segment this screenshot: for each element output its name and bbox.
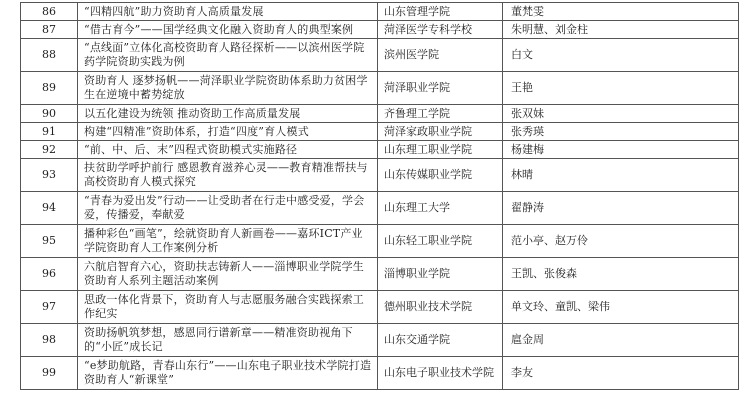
- row-number: 92: [21, 141, 78, 159]
- table-row: [21, 324, 739, 357]
- school-name: 菏泽职业学院: [378, 72, 503, 105]
- authors: 白文: [503, 39, 739, 72]
- row-number: 87: [21, 21, 78, 39]
- authors: 翟静涛: [503, 192, 739, 225]
- authors: 王凯、张俊森: [503, 258, 739, 291]
- row-number: 94: [21, 192, 78, 225]
- case-title: 六航启智育六心，资助扶志铸新人——淄博职业学院学生资助育人系列主题活动案例: [78, 258, 378, 291]
- authors: 张双妹: [503, 105, 739, 123]
- authors: 单文玲、童凯、梁伟: [503, 291, 739, 324]
- case-title: 资助育人 逐梦扬帆——菏泽职业学院资助体系助力贫困学生在逆境中蓄势绽放: [78, 72, 378, 105]
- authors: 董梵雯: [503, 3, 739, 21]
- authors: 扈金周: [503, 324, 739, 357]
- table-row: [21, 159, 739, 192]
- row-number: 88: [21, 39, 78, 72]
- row-number: 93: [21, 159, 78, 192]
- school-name: 山东管理学院: [378, 3, 503, 21]
- row-number: 86: [21, 3, 78, 21]
- school-name: 山东传媒职业学院: [378, 159, 503, 192]
- school-name: 菏泽家政职业学院: [378, 123, 503, 141]
- table-row: [21, 21, 739, 39]
- row-number: 90: [21, 105, 78, 123]
- case-title: 以五化建设为统领 推动资助工作高质量发展: [78, 105, 378, 123]
- table-row: [21, 72, 739, 105]
- authors: 杨建梅: [503, 141, 739, 159]
- table-row: [21, 141, 739, 159]
- case-title: 思政一体化背景下，资助育人与志愿服务融合实践探索工作纪实: [78, 291, 378, 324]
- row-number: 96: [21, 258, 78, 291]
- case-title: 构建“四精准”资助体系，打造“四度”育人模式: [78, 123, 378, 141]
- case-title: “青春为爱出发”行动——让受助者在行走中感受爱，学会爱，传播爱，奉献爱: [78, 192, 378, 225]
- authors: 范小亭、赵万伶: [503, 225, 739, 258]
- authors: 朱明慧、刘金柱: [503, 21, 739, 39]
- row-number: 95: [21, 225, 78, 258]
- case-title: “前、中、后、末”四程式资助模式实施路径: [78, 141, 378, 159]
- school-name: 山东理工大学: [378, 192, 503, 225]
- school-name: 滨州医学院: [378, 39, 503, 72]
- case-title: “借古育今”——国学经典文化融入资助育人的典型案例: [78, 21, 378, 39]
- case-title: 播种彩色“画笔”，绘就资助育人新画卷——嘉环ICT产业学院资助育人工作案例分析: [78, 225, 378, 258]
- row-number: 99: [21, 357, 78, 390]
- case-title: “e梦助航路，青春山东行”——山东电子职业技术学院打造资助育人“新课堂”: [78, 357, 378, 390]
- table-row: [21, 192, 739, 225]
- row-number: 98: [21, 324, 78, 357]
- authors: 王艳: [503, 72, 739, 105]
- school-name: 德州职业技术学院: [378, 291, 503, 324]
- school-name: 山东电子职业技术学院: [378, 357, 503, 390]
- table-row: [21, 39, 739, 72]
- table-row: [21, 291, 739, 324]
- authors: 林晴: [503, 159, 739, 192]
- row-number: 89: [21, 72, 78, 105]
- table-row: [21, 225, 739, 258]
- case-title: 扶贫助学呼护前行 感恩教育滋养心灵——教育精准帮扶与高校资助育人模式探究: [78, 159, 378, 192]
- table-row: [21, 357, 739, 390]
- authors: 张秀瑛: [503, 123, 739, 141]
- school-name: 山东交通学院: [378, 324, 503, 357]
- school-name: 山东轻工职业学院: [378, 225, 503, 258]
- case-title: 资助扬帆筑梦想，感恩同行谱新章——精准资助视角下的“小匠”成长记: [78, 324, 378, 357]
- school-name: 山东理工职业学院: [378, 141, 503, 159]
- school-name: 菏泽医学专科学校: [378, 21, 503, 39]
- table-row: [21, 123, 739, 141]
- school-name: 淄博职业学院: [378, 258, 503, 291]
- table-row: [21, 3, 739, 21]
- row-number: 97: [21, 291, 78, 324]
- row-number: 91: [21, 123, 78, 141]
- table-row: [21, 258, 739, 291]
- authors: 李友: [503, 357, 739, 390]
- school-name: 齐鲁理工学院: [378, 105, 503, 123]
- case-title: “点线面”立体化高校资助育人路径探析——以滨州医学院药学院资助实践为例: [78, 39, 378, 72]
- table-row: [21, 105, 739, 123]
- case-title: “四精四航”助力资助育人高质量发展: [78, 3, 378, 21]
- award-list-table: [20, 2, 739, 390]
